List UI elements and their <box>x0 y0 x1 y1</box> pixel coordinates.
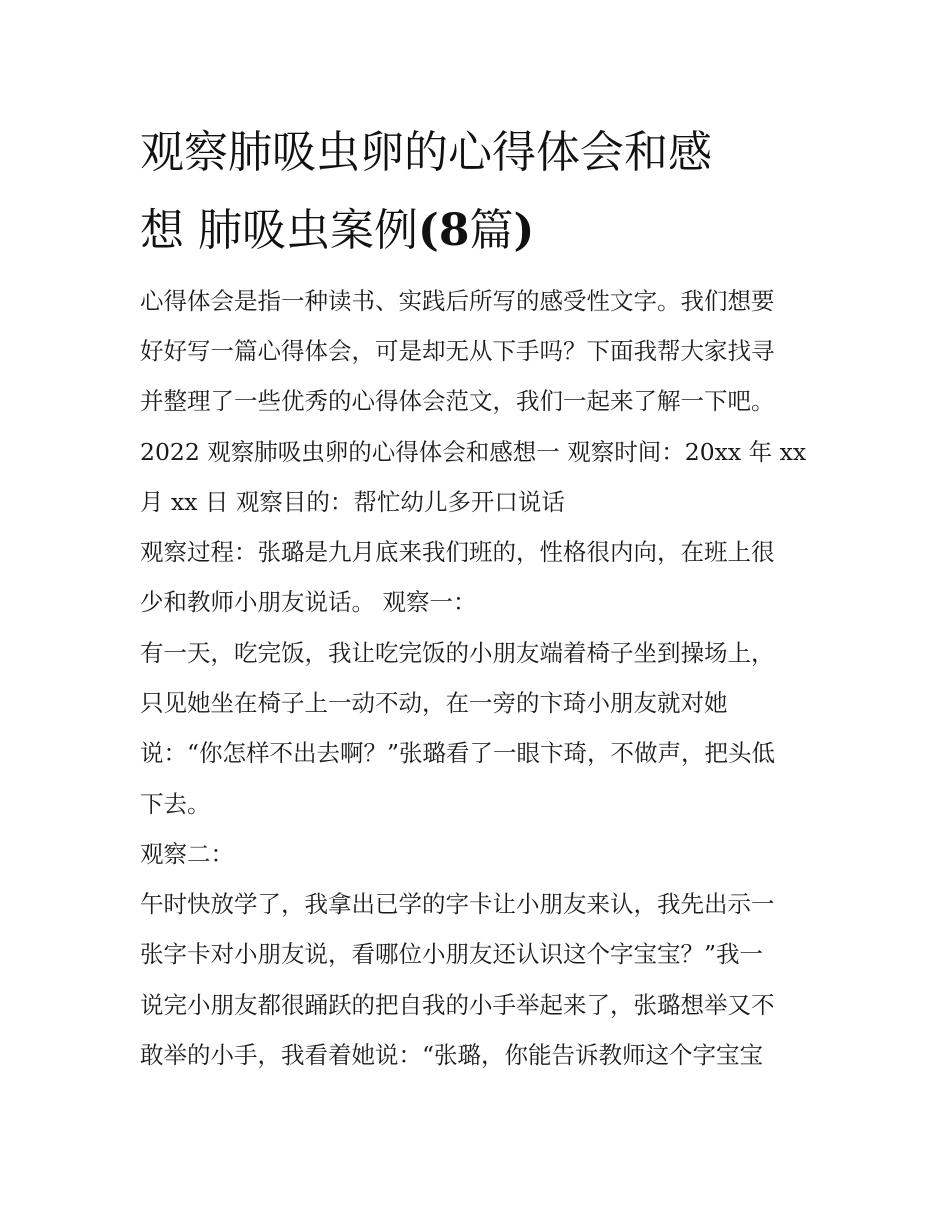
body-line: 少和教师小朋友说话。 观察一： <box>140 588 477 616</box>
body-line: 2022 观察肺吸虫卵的心得体会和感想一 观察时间：20xx 年 xx <box>140 438 807 466</box>
body-line: 下去。 <box>140 790 211 818</box>
body-line: 说：“你怎样不出去啊？”张璐看了一眼卞琦，不做声，把头低 <box>140 739 776 767</box>
body-line: 午时快放学了，我拿出已学的字卡让小朋友来认，我先出示一 <box>140 890 775 918</box>
body-line: 并整理了一些优秀的心得体会范文，我们一起来了解一下吧。 <box>140 387 775 415</box>
body-line: 好好写一篇心得体会，可是却无从下手吗？下面我帮大家找寻 <box>140 337 775 365</box>
title-line-2-text: 想 肺吸虫案例 <box>140 205 418 256</box>
body-line: 有一天，吃完饭，我让吃完饭的小朋友端着椅子坐到操场上， <box>140 639 775 667</box>
title-line-2-unit: 篇 <box>469 205 514 256</box>
body-line: 月 xx 日 观察目的：帮忙幼儿多开口说话 <box>140 488 565 516</box>
body-line: 观察二： <box>140 840 234 868</box>
title-line-2-count-open: (8 <box>418 205 470 256</box>
body-line: 敢举的小手，我看着她说：“张璐，你能告诉教师这个字宝宝 <box>140 1041 764 1069</box>
body-line: 张字卡对小朋友说，看哪位小朋友还认识这个字宝宝？”我一 <box>140 940 764 968</box>
body-line: 观察过程：张璐是九月底来我们班的，性格很内向，在班上很 <box>140 538 775 566</box>
document-title <box>140 114 820 270</box>
body-line: 只见她坐在椅子上一动不动，在一旁的卞琦小朋友就对她 <box>140 689 728 717</box>
title-line-1: 观察肺吸虫卵的心得体会和感 <box>140 127 712 178</box>
body-line: 心得体会是指一种读书、实践后所写的感受性文字。我们想要 <box>140 287 775 315</box>
body-line: 说完小朋友都很踊跃的把自我的小手举起来了，张璐想举又不 <box>140 991 775 1019</box>
title-line-2-count-close: ) <box>513 205 535 256</box>
